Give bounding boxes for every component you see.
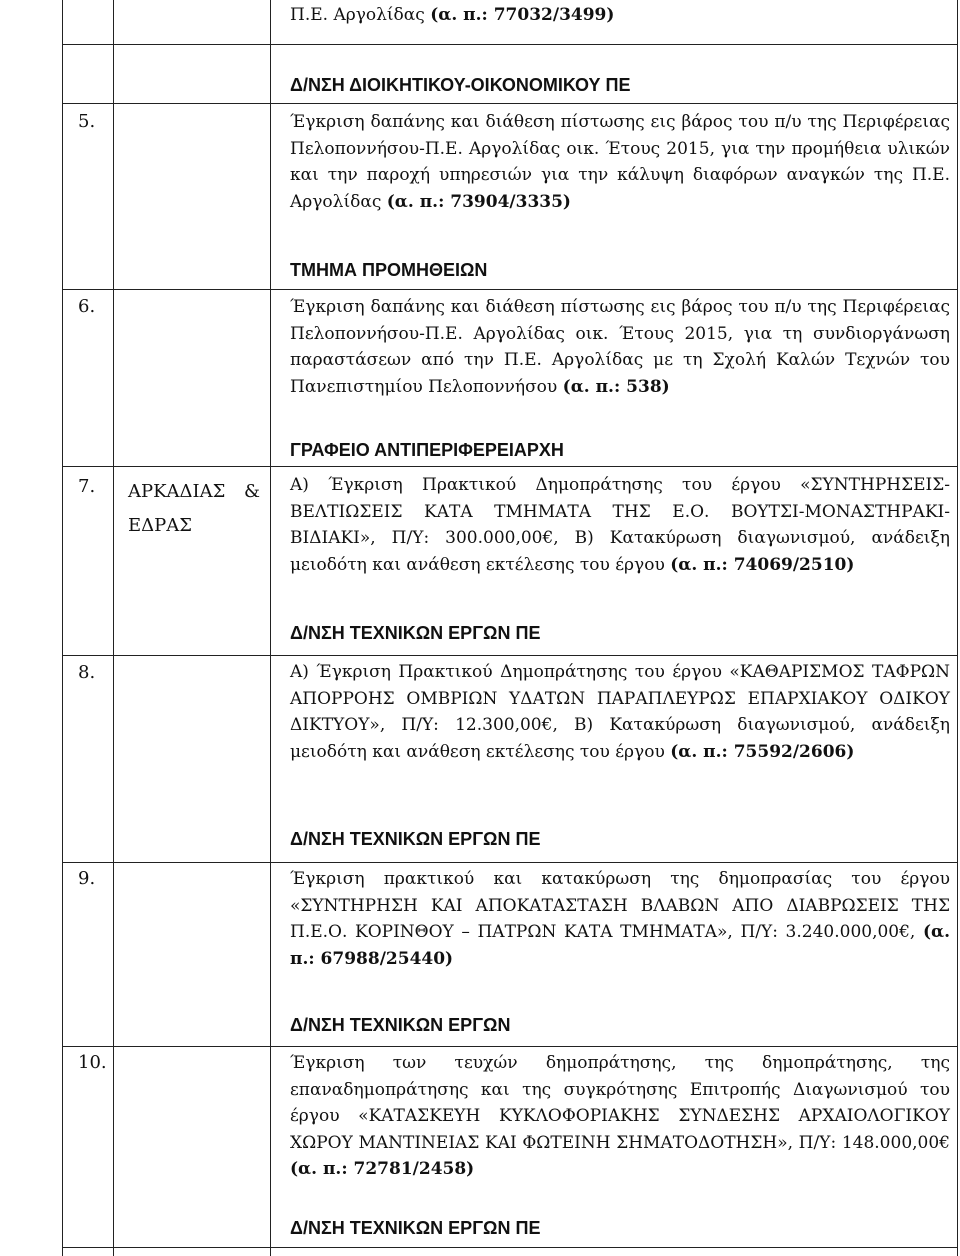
item-number: 9. [78,868,96,889]
item-text: Έγκριση δαπάνης και διάθεση πίστωσης εις βάρος του π/υ της Περιφέρειας Πελοποννήσου-Π.Ε. Αργολίδας οικ. Έτους 2015, για τη συνδιοργάνωση παραστάσεων από την Π.Ε. Αργολίδας με τη Σχολή Καλών Τεχνών του Πανεπιστημίου Πελοποννήσου (α. π.: 538) [290,297,950,397]
item-text: Έγκριση πρακτικού και κατακύρωση της δημοπρασίας του έργου «ΣΥΝΤΗΡΗΣΗ ΚΑΙ ΑΠΟΚΑΤΑΣΤΑΣΗ ΒΛΑΒΩΝ ΑΠΟ ΔΙΑΒΡΩΣΕΙΣ ΤΗΣ Π.Ε.Ο. ΚΟΡΙΝΘΟΥ – ΠΑΤΡΩΝ ΚΑΤΑ ΤΜΗΜΑΤΑ», Π/Υ: 3.240.000,00€, (α. π.: 67988/25440) [290,869,950,969]
item-number: 10. [78,1052,107,1073]
row-separator [62,466,958,467]
item-text: Α) Έγκριση Πρακτικού Δημοπράτησης του έργου «ΣΥΝΤΗΡΗΣΕΙΣ-ΒΕΛΤΙΩΣΕΙΣ ΚΑΤΑ ΤΜΗΜΑΤΑ ΤΗΣ Ε.Ο. ΒΟΥΤΣΙ-ΜΟΝΑΣΤΗΡΑΚΙ-ΒΙΔΙΑΚΙ», Π/Υ: 300.000,00€, Β) Κατακύρωση διαγωνισμού, ανάδειξη μειοδότη και ανάθεση εκτέλεσης του έργου (α. π.: 74069/2510) [290,475,950,575]
row-separator [62,1046,958,1047]
row-separator [62,655,958,656]
column-divider-1 [113,0,114,1256]
row-separator [62,1247,958,1248]
row-separator [62,103,958,104]
section-header: Δ/ΝΣΗ ΤΕΧΝΙΚΩΝ ΕΡΓΩΝ ΠΕ [290,829,541,849]
section-header: Δ/ΝΣΗ ΔΙΟΙΚΗΤΙΚΟΥ-ΟΙΚΟΝΟΜΙΚΟΥ ΠΕ [290,75,631,95]
section-header: ΓΡΑΦΕΙΟ ΑΝΤΙΠΕΡΙΦΕΡΕΙΑΡΧΗ [290,440,564,460]
column-divider-2 [270,0,271,1256]
agenda-table [62,0,958,1256]
item-number: 7. [78,476,96,497]
item-text: Έγκριση δαπάνης και διάθεση πίστωσης εις βάρος του π/υ της Περιφέρειας Πελοποννήσου-Π.Ε. Αργολίδας οικ. Έτους 2015, για την προμήθεια υλικών και την παροχή υπηρεσιών για την κάλυψη διαφόρων αναγκών της Π.Ε. Αργολίδας (α. π.: 73904/3335) [290,112,950,212]
item-number: 5. [78,111,96,132]
section-header: Δ/ΝΣΗ ΤΕΧΝΙΚΩΝ ΕΡΓΩΝ [290,1015,511,1035]
row-separator [62,44,958,45]
item-text: Έγκριση των τευχών δημοπράτησης, της δημοπράτησης, της επαναδημοπράτησης και της συγκρότησης Επιτροπής Διαγωνισμού του έργου «ΚΑΤΑΣΚΕΥΗ ΚΥΚΛΟΦΟΡΙΑΚΗΣ ΣΥΝΔΕΣΗΣ ΑΡΧΑΙΟΛΟΓΙΚΟΥ ΧΩΡΟΥ ΜΑΝΤΙΝΕΙΑΣ ΚΑΙ ΦΩΤΕΙΝΗ ΣΗΜΑΤΟΔΟΤΗΣΗ», Π/Υ: 148.000,00€ (α. π.: 72781/2458) [290,1053,950,1179]
section-header: Δ/ΝΣΗ ΤΕΧΝΙΚΩΝ ΕΡΓΩΝ ΠΕ [290,623,541,643]
top-row-text: Π.Ε. Αργολίδας (α. π.: 77032/3499) [290,5,615,25]
item-number: 8. [78,662,96,683]
table-right-border [957,0,958,1256]
department-label: ΑΡΚΑΔΙΑΣ & ΕΔΡΑΣ [128,481,260,536]
item-number: 6. [78,296,96,317]
row-separator [62,862,958,863]
section-header: Δ/ΝΣΗ ΤΕΧΝΙΚΩΝ ΕΡΓΩΝ ΠΕ [290,1218,541,1238]
section-header: ΤΜΗΜΑ ΠΡΟΜΗΘΕΙΩΝ [290,260,488,280]
item-text: Α) Έγκριση Πρακτικού Δημοπράτησης του έργου «ΚΑΘΑΡΙΣΜΟΣ ΤΑΦΡΩΝ ΑΠΟΡΡΟΗΣ ΟΜΒΡΙΩΝ ΥΔΑΤΩΝ ΠΑΡΑΠΛΕΥΡΩΣ ΕΠΑΡΧΙΑΚΟΥ ΟΔΙΚΟΥ ΔΙΚΤΥΟΥ», Π/Υ: 12.300,00€, Β) Κατακύρωση διαγωνισμού, ανάδειξη μειοδότη και ανάθεση εκτέλεσης του έργου (α. π.: 75592/2606) [290,662,950,762]
table-left-border [62,0,63,1256]
row-separator [62,289,958,290]
